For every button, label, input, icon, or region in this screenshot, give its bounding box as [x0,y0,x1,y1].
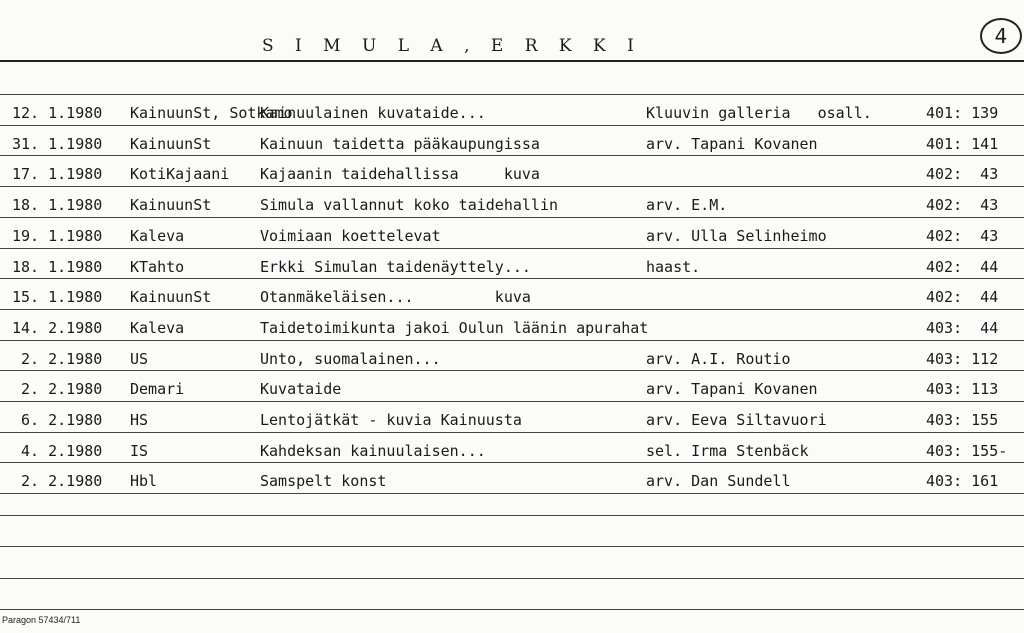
entry-row [0,311,1024,341]
entry-row [0,372,1024,402]
entry-source: KainuunSt [130,288,212,307]
rule-line [0,125,1024,126]
entry-source: KTahto [130,257,185,276]
card-title: S I M U L A , E R K K I [262,36,642,56]
rule-line [0,370,1024,371]
entry-source: KainuunSt [130,196,212,215]
entry-title: Kahdeksan kainuulaisen... [260,441,486,460]
entry-title: Taidetoimikunta jakoi Oulun läänin apurahat [260,318,649,337]
entry-date: 18. 1.1980 [12,257,103,276]
entry-ref: 402: 43 [926,196,999,215]
entry-title: Voimiaan koettelevat [260,226,441,245]
rule-line [0,493,1024,494]
entry-row [0,280,1024,310]
entry-ref: 403: 112 [926,349,999,368]
rule-line [0,609,1024,610]
rule-line [0,515,1024,516]
entry-ref: 402: 43 [926,226,999,245]
rule-line [0,60,1024,62]
rule-line [0,186,1024,187]
entry-title: Kainuulainen kuvataide... [260,104,486,122]
entry-note: sel. Irma Stenbäck [646,441,809,460]
entry-note: arv. E.M. [646,196,728,215]
entry-row [0,342,1024,372]
rule-line [0,432,1024,433]
entry-source: Demari [130,380,185,399]
page-number: 4 [980,18,1022,54]
rule-line [0,217,1024,218]
rule-line [0,578,1024,579]
entry-ref: 402: 44 [926,257,999,276]
entry-date: 2. 2.1980 [12,349,103,368]
entry-row [0,403,1024,433]
entry-ref: 402: 44 [926,288,999,307]
rule-line [0,546,1024,547]
entry-ref: 403: 155- [926,441,1008,460]
entry-ref: 403: 44 [926,318,999,337]
rule-line [0,462,1024,463]
entry-date: 31. 1.1980 [12,134,103,153]
entry-note: arv. Eeva Siltavuori [646,411,827,429]
entry-note: arv. Dan Sundell [646,472,791,491]
entry-row [0,127,1024,157]
rule-line [0,155,1024,156]
entry-row [0,250,1024,280]
entry-row [0,464,1024,494]
entry-source: KotiKajaani [130,165,230,184]
entry-date: 17. 1.1980 [12,165,103,184]
entry-title: Kuvataide [260,380,342,399]
entry-row [0,157,1024,187]
entry-title: Samspelt konst [260,472,387,491]
entry-row [0,434,1024,464]
entry-title: Unto, suomalainen... [260,349,441,368]
entry-ref: 403: 161 [926,472,999,491]
entry-date: 2. 2.1980 [12,472,103,491]
entry-note: arv. Ulla Selinheimo [646,226,827,245]
entry-title: Kajaanin taidehallissa kuva [260,165,540,184]
entry-title: Kainuun taidetta pääkaupungissa [260,134,540,153]
entry-note: arv. Tapani Kovanen [646,134,818,153]
rule-line [0,94,1024,95]
entry-source: HS [130,411,149,429]
entry-title: Simula vallannut koko taidehallin [260,196,559,215]
entry-ref: 401: 139 [926,104,999,122]
entry-title: Erkki Simulan taidenäyttely... [260,257,531,276]
entry-date: 12. 1.1980 [12,104,103,122]
entry-source: KainuunSt, Sotkamo [130,104,293,122]
entry-row [0,219,1024,249]
entry-source: Kaleva [130,226,185,245]
entry-row [0,96,1024,126]
rule-line [0,248,1024,249]
rule-line [0,278,1024,279]
entry-date: 14. 2.1980 [12,318,103,337]
entry-row [0,188,1024,218]
entry-source: Hbl [130,472,158,491]
rule-line [0,309,1024,310]
entry-note: arv. Tapani Kovanen [646,380,818,399]
entry-date: 4. 2.1980 [12,441,103,460]
entry-note: Kluuvin galleria osall. [646,104,872,122]
entry-source: US [130,349,149,368]
entry-title: Otanmäkeläisen... kuva [260,288,531,307]
printer-mark: Paragon 57434/711 [2,615,81,625]
rule-line [0,401,1024,402]
entry-date: 2. 2.1980 [12,380,103,399]
entry-date: 15. 1.1980 [12,288,103,307]
entry-date: 19. 1.1980 [12,226,103,245]
entry-ref: 403: 113 [926,380,999,399]
entry-note: arv. A.I. Routio [646,349,791,368]
entry-ref: 403: 155 [926,411,999,429]
entry-source: Kaleva [130,318,185,337]
entry-source: KainuunSt [130,134,212,153]
entry-source: IS [130,441,149,460]
entry-ref: 402: 43 [926,165,999,184]
entry-date: 18. 1.1980 [12,196,103,215]
rule-line [0,340,1024,341]
entry-ref: 401: 141 [926,134,999,153]
entry-date: 6. 2.1980 [12,411,103,429]
entry-note: haast. [646,257,701,276]
entry-title: Lentojätkät - kuvia Kainuusta [260,411,522,429]
